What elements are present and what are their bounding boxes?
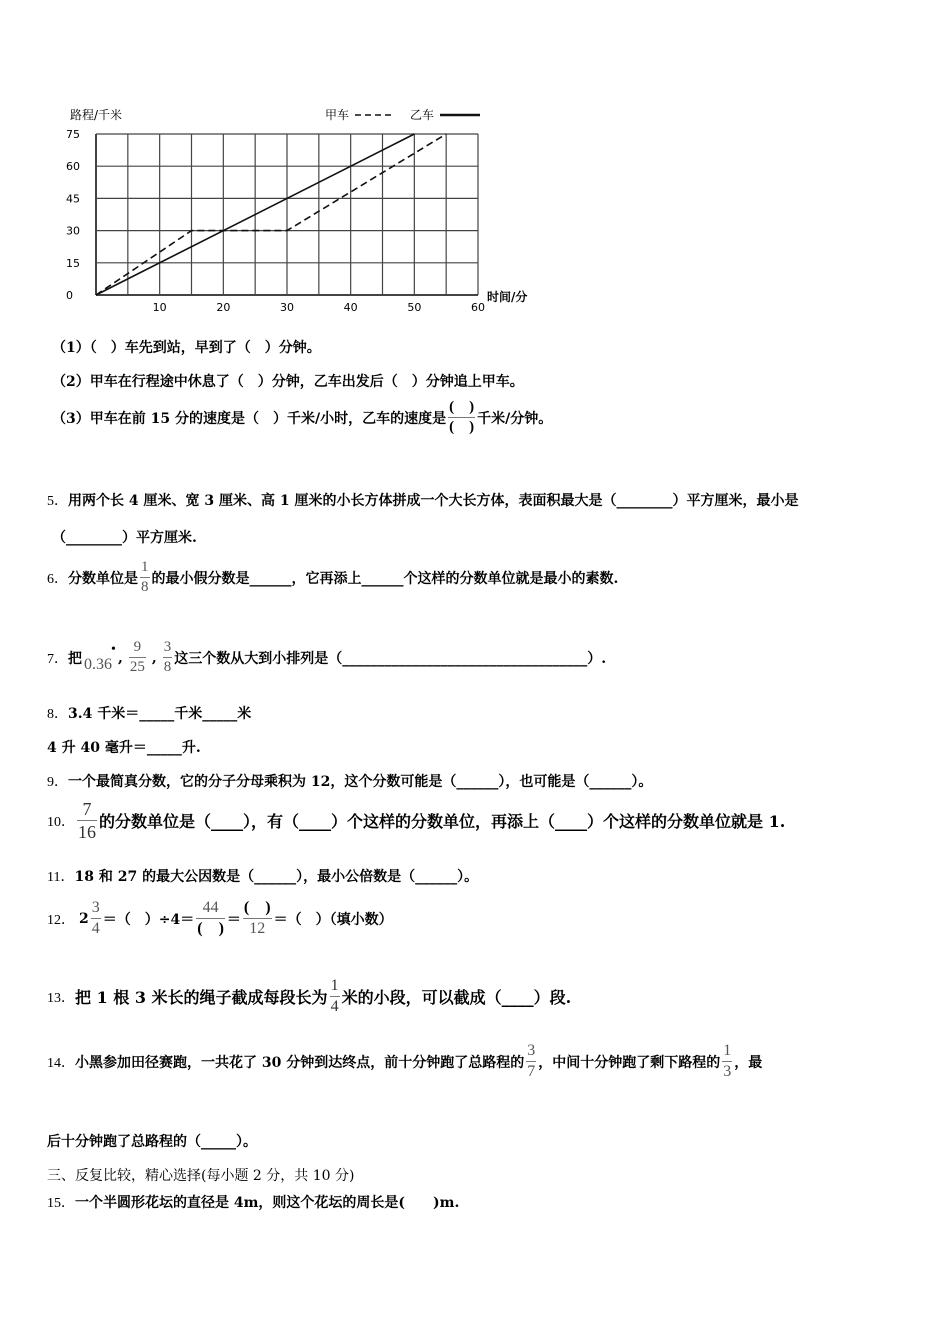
fraction-numerator: ( ) [243, 899, 271, 916]
chart-legend [325, 108, 480, 122]
question-7-fraction-2 [163, 640, 173, 675]
fraction-denominator: 3 [723, 1063, 732, 1080]
question-6-text-a: 分数单位是 [68, 570, 138, 587]
sub-question-3-text-b: 千米/分钟。 [477, 410, 553, 427]
chart-series [96, 134, 446, 295]
fraction-bar [77, 820, 97, 821]
question-number: 9． [47, 775, 68, 790]
fraction-bar [163, 657, 173, 658]
question-5-line-2: （________）平方厘米. [52, 530, 197, 546]
y-tick-label: 30 [66, 224, 80, 238]
fraction-numerator: 1 [330, 977, 339, 994]
repeat-dot: • [111, 641, 116, 657]
question-number: 12． [47, 912, 75, 928]
question-6-text-b: 的最小假分数是______，它再添上______个这样的分数单位就是最小的素数. [151, 570, 619, 587]
fraction-bar [129, 657, 146, 658]
question-8-line-1 [47, 703, 251, 723]
legend-label: 乙车 [410, 108, 435, 122]
question-number: 8． [47, 707, 68, 722]
x-tick-label: 20 [216, 301, 231, 314]
sub-question-3 [52, 400, 552, 435]
question-10-fraction [77, 800, 97, 841]
question-13-fraction [330, 978, 340, 1015]
question-12-fraction-1 [91, 900, 101, 937]
fraction-bar [526, 1061, 536, 1062]
fraction-denominator: 4 [330, 998, 339, 1015]
fraction-bar [722, 1061, 732, 1062]
question-5-line-1 [47, 490, 798, 510]
sub-question-1: （1）（ ）车先到站，早到了（ ）分钟。 [52, 340, 321, 356]
question-7-text-a: 把 [68, 650, 82, 667]
question-14-text-b: ，中间十分钟跑了剩下路程的 [538, 1054, 721, 1071]
fraction-bar [196, 918, 225, 919]
question-8-line-2: 4 升 40 毫升＝_____升. [47, 740, 201, 756]
fraction-denominator: 25 [129, 659, 145, 675]
fraction-numerator: 1 [723, 1042, 732, 1059]
fraction-numerator: 44 [202, 899, 219, 916]
question-12-fraction-3 [243, 900, 272, 937]
y-axis-label: 路程/千米 [70, 108, 123, 122]
question-12-text-c: ＝（ ）（填小数） [273, 911, 393, 928]
question-12-text-b: ＝ [226, 911, 241, 928]
sub-question-3-text-a: （3）甲车在前 15 分的速度是（ ）千米/小时，乙车的速度是 [52, 410, 447, 427]
question-5-text-a: 用两个长 4 厘米、宽 3 厘米、高 1 厘米的小长方体拼成一个大长方体，表面积最大是（________）平方厘米，最小是 [68, 493, 799, 509]
question-9 [47, 771, 652, 791]
x-tick-label: 60 [471, 301, 485, 314]
fraction-bar [243, 918, 272, 919]
question-6 [47, 560, 618, 595]
fraction-bar [91, 918, 101, 919]
repeating-decimal [84, 641, 116, 674]
question-15-text: 一个半圆形花坛的直径是 4m，则这个花坛的周长是( )m. [75, 1195, 460, 1211]
fraction-numerator: 3 [91, 899, 100, 916]
question-13-text-b: 米的小段，可以截成（____）段. [341, 988, 572, 1007]
fraction-bar [140, 577, 150, 578]
question-number: 7． [47, 651, 68, 667]
comma: , [151, 649, 157, 666]
chart-grid [96, 134, 478, 295]
y-tick-labels [66, 128, 80, 302]
fraction-numerator: 9 [133, 639, 142, 655]
question-11-text: 18 和 27 的最大公因数是（______），最小公倍数是（______）。 [74, 869, 479, 885]
question-7-fraction-1 [129, 640, 146, 675]
fraction-denominator: 8 [141, 579, 149, 595]
question-13 [47, 978, 571, 1015]
question-14-line-1 [47, 1043, 762, 1080]
question-12-text-a: ＝（ ）÷4＝ [102, 911, 195, 928]
fraction-numerator: 3 [163, 639, 172, 655]
fraction-denominator: 16 [78, 822, 96, 842]
repeating-decimal-value: 0.36 [84, 655, 112, 673]
x-tick-label: 30 [280, 301, 294, 314]
question-7-text-b: 这三个数从大到小排列是（___________________________________）. [174, 650, 607, 667]
question-14-fraction-2 [722, 1043, 732, 1080]
question-7 [47, 640, 606, 675]
comma: , [118, 649, 123, 666]
question-15 [47, 1192, 459, 1212]
question-11 [47, 866, 478, 886]
y-tick-label: 75 [66, 128, 80, 141]
y-tick-label: 45 [66, 192, 80, 206]
question-number: 10． [47, 814, 75, 830]
fraction-numerator: ( ) [449, 399, 475, 415]
y-tick-label: 60 [66, 160, 80, 174]
question-9-text: 一个最简真分数，它的分子分母乘积为 12，这个分数可能是（______），也可能是（______）。 [68, 774, 653, 790]
question-12 [47, 900, 393, 937]
question-number: 14． [47, 1055, 75, 1071]
fraction-numerator: 7 [82, 799, 92, 819]
fraction-bar [448, 417, 475, 418]
y-tick-label: 15 [66, 256, 80, 270]
fraction-denominator: 8 [163, 659, 172, 675]
fraction-denominator: ( ) [449, 419, 475, 435]
question-14-text-c: ，最 [734, 1054, 763, 1071]
fraction-denominator: 4 [91, 920, 100, 937]
mixed-number-whole: 2 [79, 910, 89, 927]
fraction-bar [330, 996, 340, 997]
distance-time-chart [50, 100, 550, 325]
question-number: 13． [47, 990, 75, 1006]
question-10 [47, 800, 785, 841]
x-tick-label: 40 [343, 301, 358, 314]
question-number: 15． [47, 1196, 75, 1211]
fraction-denominator: ( ) [197, 920, 224, 937]
section-3-heading: 三、反复比较，精心选择(每小题 2 分，共 10 分) [47, 1168, 355, 1184]
sub-question-2: （2）甲车在行程途中休息了（ ）分钟，乙车出发后（ ）分钟追上甲车。 [52, 374, 524, 390]
x-tick-label: 10 [152, 301, 167, 314]
question-number: 11． [47, 870, 75, 885]
question-12-fraction-2 [196, 900, 225, 937]
x-tick-labels [153, 301, 485, 314]
question-14-fraction-1 [526, 1043, 536, 1080]
fraction-denominator: 12 [249, 920, 266, 937]
question-number: 5． [47, 494, 68, 509]
question-13-text-a: 把 1 根 3 米长的绳子截成每段长为 [75, 988, 328, 1007]
question-10-text: 的分数单位是（____），有（____）个这样的分数单位，再添上（____）个这样的分数单位就是 1. [99, 812, 786, 831]
question-number: 6． [47, 571, 68, 587]
question-14-line-2: 后十分钟跑了总路程的（_____）。 [47, 1134, 257, 1150]
x-tick-label: 50 [407, 301, 422, 314]
question-6-fraction [140, 560, 150, 595]
fraction-numerator: 3 [527, 1042, 536, 1059]
question-8-text-a: 3.4 千米＝_____千米_____米 [68, 706, 252, 722]
y-tick-label: 0 [66, 289, 73, 302]
legend-label: 甲车 [325, 108, 350, 122]
fraction-denominator: 7 [527, 1063, 536, 1080]
fraction-numerator: 1 [141, 559, 149, 575]
sub-question-3-fraction [448, 400, 475, 435]
question-14-text-a: 小黑参加田径赛跑，一共花了 30 分钟到达终点，前十分钟跑了总路程的 [75, 1054, 525, 1071]
x-axis-label: 时间/分 [487, 290, 528, 304]
series-line-jia [96, 134, 446, 295]
